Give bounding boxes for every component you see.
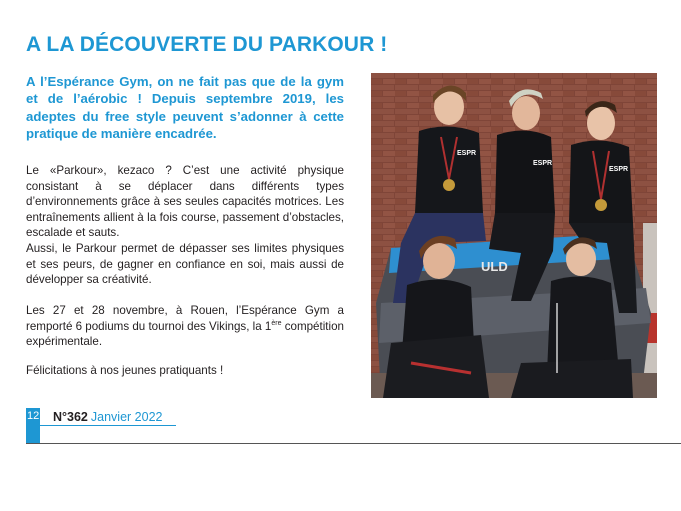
athlete-2-shirt-text: ESPR (533, 160, 553, 167)
paragraph-1: Le «Parkour», kezaco ? C’est une activité physique consistant à se déplacer dans différents types d’environnements grâce à ses seules capacités motrices. Les entraînements allient à la fois course, passement d’obstacles, escalade et sauts. (26, 164, 344, 240)
paragraph-3-text: Les 27 et 28 novembre, à Rouen, l’Espérance Gym a remporté 6 podiums du tournoi des Vikings, la 1 (26, 304, 344, 333)
article-lead: A l’Espérance Gym, on ne fait pas que de la gym et de l’aérobic ! Depuis septembre 2019, les adeptes du free style peuvent s’adonner à cette pratique de manière encadrée. (26, 74, 344, 142)
page-number: 12 (27, 410, 40, 422)
paragraph-3-ending: compétition expérimentale. (26, 319, 344, 349)
page-bottom-rule (26, 443, 681, 444)
team-photo (371, 73, 657, 398)
issue-info (53, 410, 162, 424)
paragraph-3 (26, 303, 344, 350)
paragraph-4: Félicitations à nos jeunes pratiquants ! (26, 364, 224, 377)
paragraph-3-superscript: ère (271, 319, 282, 327)
issue-number: N°362 (53, 410, 88, 424)
paragraph-2: Aussi, le Parkour permet de dépasser ses limites physiques et ses peurs, de gagner en confiance en soi, mais aussi de développer sa créativité. (26, 242, 344, 287)
issue-date: Janvier 2022 (90, 410, 163, 424)
athlete-3-shirt-text: ESPR (609, 166, 629, 173)
article-title: A LA DÉCOUVERTE DU PARKOUR ! (26, 33, 388, 56)
footer-underline (40, 425, 176, 426)
mat-logo-text: ULD (481, 259, 508, 274)
athlete-1-shirt-text: ESPR (457, 150, 477, 157)
